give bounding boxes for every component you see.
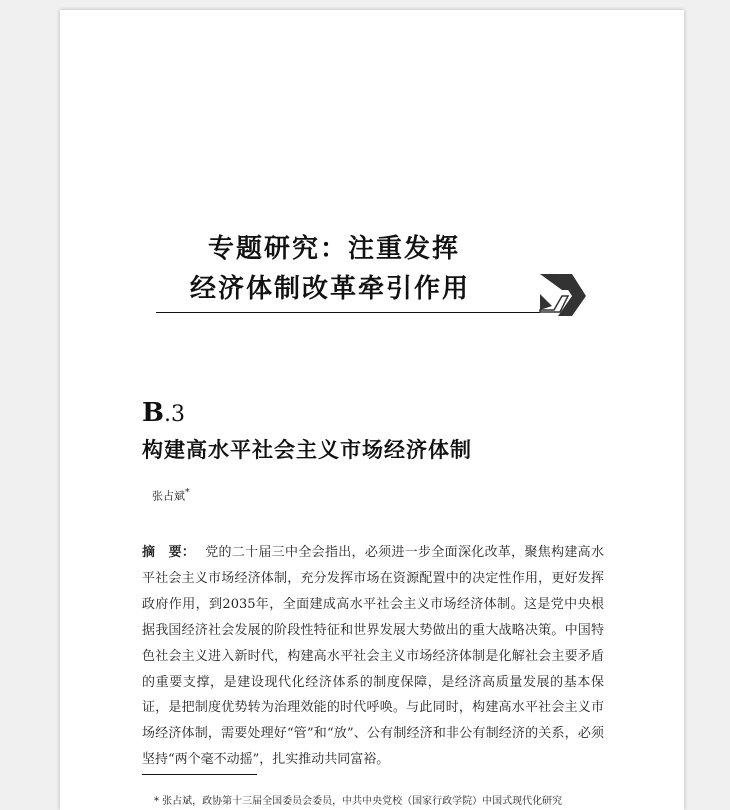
author <box>152 487 190 504</box>
section-title-rule <box>156 312 540 313</box>
document-page <box>60 10 684 810</box>
abstract-label: 摘 要： <box>142 545 196 560</box>
abstract <box>142 540 604 773</box>
article-title: 构建高水平社会主义市场经济体制 <box>142 438 472 462</box>
chevron-logo-icon <box>538 272 588 318</box>
report-number <box>142 398 185 428</box>
footnote: * 张占斌，政协第十三届全国委员会委员，中共中央党校（国家行政学院）中国式现代化研究 <box>154 796 563 807</box>
author-footnote-mark: * <box>185 487 190 498</box>
report-index: .3 <box>163 402 185 427</box>
section-title-line2: 经济体制改革牵引作用 <box>190 274 471 304</box>
footnote-rule <box>142 774 257 775</box>
report-letter: B <box>142 398 164 428</box>
author-name: 张占斌 <box>152 489 185 503</box>
abstract-text: 党的二十届三中全会指出，必须进一步全面深化改革，聚焦构建高水平社会主义市场经济体制，充分发挥市场在资源配置中的决定性作用，更好发挥政府作用，到2035年，全面建成高水平社会主义市场经济体制。这是党中央根据我国经济社会发展的阶段性特征和世界发展大势做出的重大战略决策。中国特色社会主义进入新时代，构建高水平社会主义市场经济体制是化解社会主要矛盾的重要支撑，是建设现代化经济体系的制度保障，是经济高质量发展的基本保证，是把制度优势转为治理效能的时代呼唤。与此同时，构建高水平社会主义市场经济体制，需要处理好“管”和“放”、公有制经济和非公有制经济的关系，必须坚持“两个毫不动摇”，扎实推动共同富裕。 <box>142 545 604 768</box>
section-title-line1: 专题研究：注重发挥 <box>208 234 461 264</box>
